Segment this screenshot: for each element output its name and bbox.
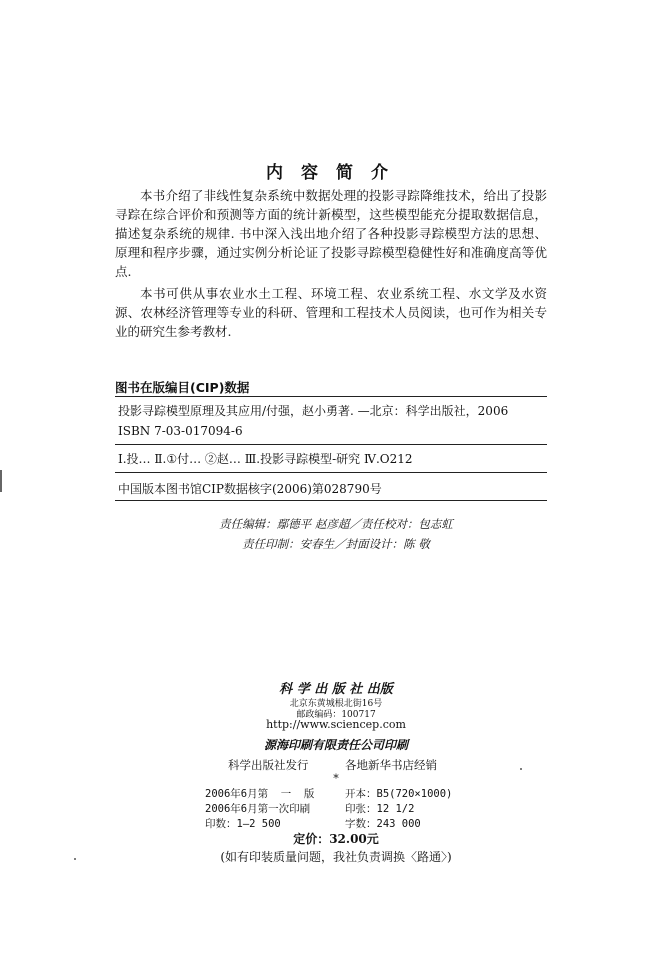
cip-record-number: 中国版本图书馆CIP数据核字(2006)第028790号 [118,482,382,496]
publisher-address: 北京东黄城根北街16号 [289,699,383,709]
publisher-postcode: 邮政编码：100717 [296,710,376,720]
intro-paragraph-1: 本书介绍了非线性复杂系统中数据处理的投影寻踪降维技术，给出了投影寻踪在综合评价和预测等方面的统计新模型，这些模型能充分提取数据信息，描述复杂系统的规律. 书中深入浅出地介绍了各种投影寻踪模型方法的思想、原理和程序步骤，通过实例分析论证了投影寻踪模型稳健性好和准确度高等优点. [115,188,547,279]
scan-margin-mark [0,470,2,492]
cip-mid-rule-1 [115,444,547,445]
cip-isbn: ISBN 7-03-017094-6 [118,424,243,438]
editor-credits: 责任编辑：鄢德平 赵彦超／责任校对：包志虹 [219,517,453,531]
cip-heading: 图书在版编目(CIP)数据 [115,380,250,395]
distribution-publisher: 科学出版社发行 [228,758,309,772]
cip-title-line: 投影寻踪模型原理及其应用/付强，赵小勇著. —北京：科学出版社，2006 [118,404,509,418]
printer-name: 源海印刷有限责任公司印刷 [263,738,408,752]
intro-paragraph-2: 本书可供从事农业水土工程、环境工程、农业系统工程、水文学及水资源、农林经济管理等专业的科研、管理和工程技术人员阅读，也可作为相关专业的研究生参考教材. [115,286,547,339]
publisher-url: http://www.sciencep.com [266,718,406,731]
format-line: 开本：B5(720×1000) [345,788,453,800]
distribution-bookstores: 各地新华书店经销 [345,758,437,772]
separator-star: * [333,772,339,785]
cip-top-rule [115,396,547,397]
cip-bottom-rule [115,500,547,501]
page-title: 内容简介 [266,163,406,183]
price: 定价：32.00元 [293,832,379,846]
quality-notice: (如有印装质量问题，我社负责调换〈路通〉) [220,850,452,864]
print-run-line: 印数：1—2 500 [205,818,281,830]
scan-speck [74,858,76,860]
word-count-line: 字数：243 000 [345,818,421,830]
production-credits: 责任印制：安春生／封面设计：陈 敬 [242,537,430,551]
sheets-line: 印张：12 1/2 [345,803,415,815]
publisher-name: 科 学 出 版 社 出版 [279,682,393,697]
cip-mid-rule-2 [115,472,547,473]
scan-speck [520,768,522,770]
edition-line: 2006年6月第 一 版 [205,788,315,800]
cip-subject-line: Ⅰ.投… Ⅱ.①付… ②赵… Ⅲ.投影寻踪模型-研究 Ⅳ.O212 [118,452,413,466]
printing-line: 2006年6月第一次印刷 [205,803,311,815]
